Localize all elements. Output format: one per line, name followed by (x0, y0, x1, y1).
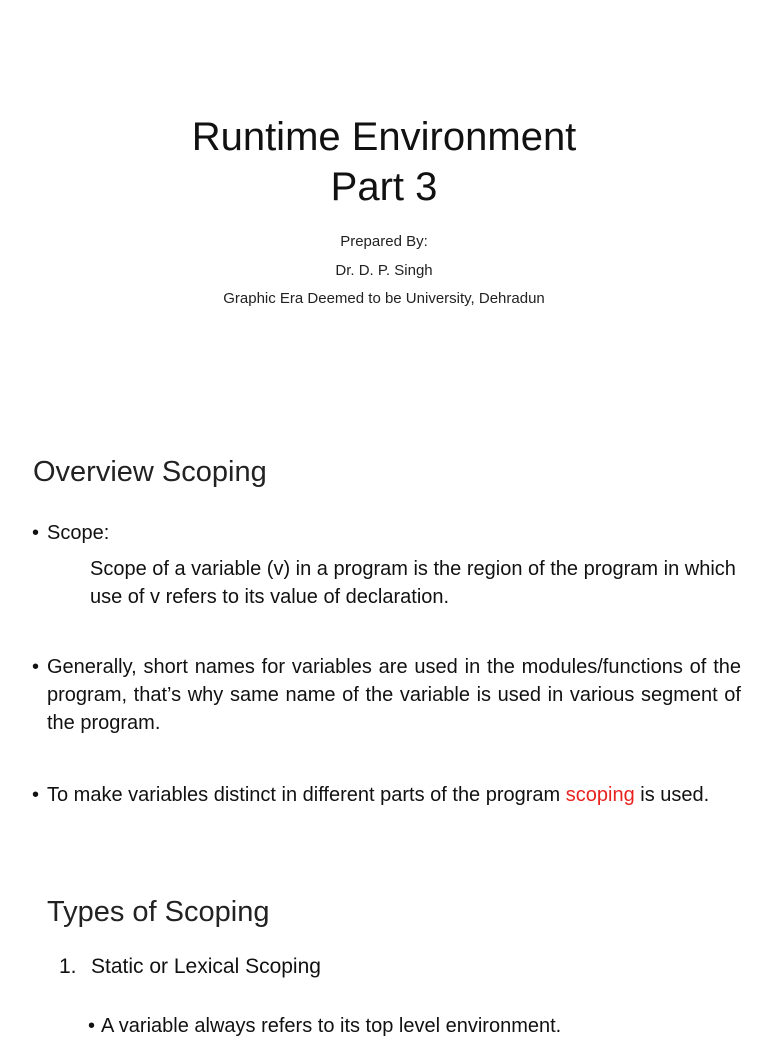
bullet-text: To make variables distinct in different parts of the program (47, 784, 566, 806)
bullet-short-names: • Generally, short names for variables are used in the modules/functions of the program, that’s why same name of the variable is used in various segment of the program. (47, 653, 741, 737)
slide-title (0, 112, 768, 212)
highlight-scoping: scoping (565, 784, 635, 806)
bullet-scope (47, 519, 741, 611)
title-slide (0, 0, 768, 420)
title-line-1: Runtime Environment (191, 115, 577, 159)
sub-bullet: • A variable always refers to its top level environment. (101, 1012, 561, 1040)
scope-definition: Scope of a variable (v) in a program is the region of the program in which use of v refers to its value of declaration. (90, 558, 736, 608)
author-name: Dr. D. P. Singh (335, 261, 433, 279)
institution-name: Graphic Era Deemed to be University, Dehradun (223, 290, 545, 307)
prepared-by-label: Prepared By: (340, 233, 428, 250)
item-number: 1. (59, 955, 77, 978)
numbered-item-1 (59, 955, 321, 979)
types-heading: Types of Scoping (47, 896, 270, 928)
title-line-2: Part 3 (330, 165, 438, 209)
item-label: Static or Lexical Scoping (91, 955, 321, 978)
slide-subtitle (0, 228, 768, 314)
bullet-distinct-variables (47, 781, 741, 809)
bullet-text-end: is used. (634, 784, 710, 806)
bullet-scope-label: • Scope: (47, 522, 110, 544)
slide-heading: Overview Scoping (33, 456, 267, 488)
content-slide (0, 420, 768, 1037)
